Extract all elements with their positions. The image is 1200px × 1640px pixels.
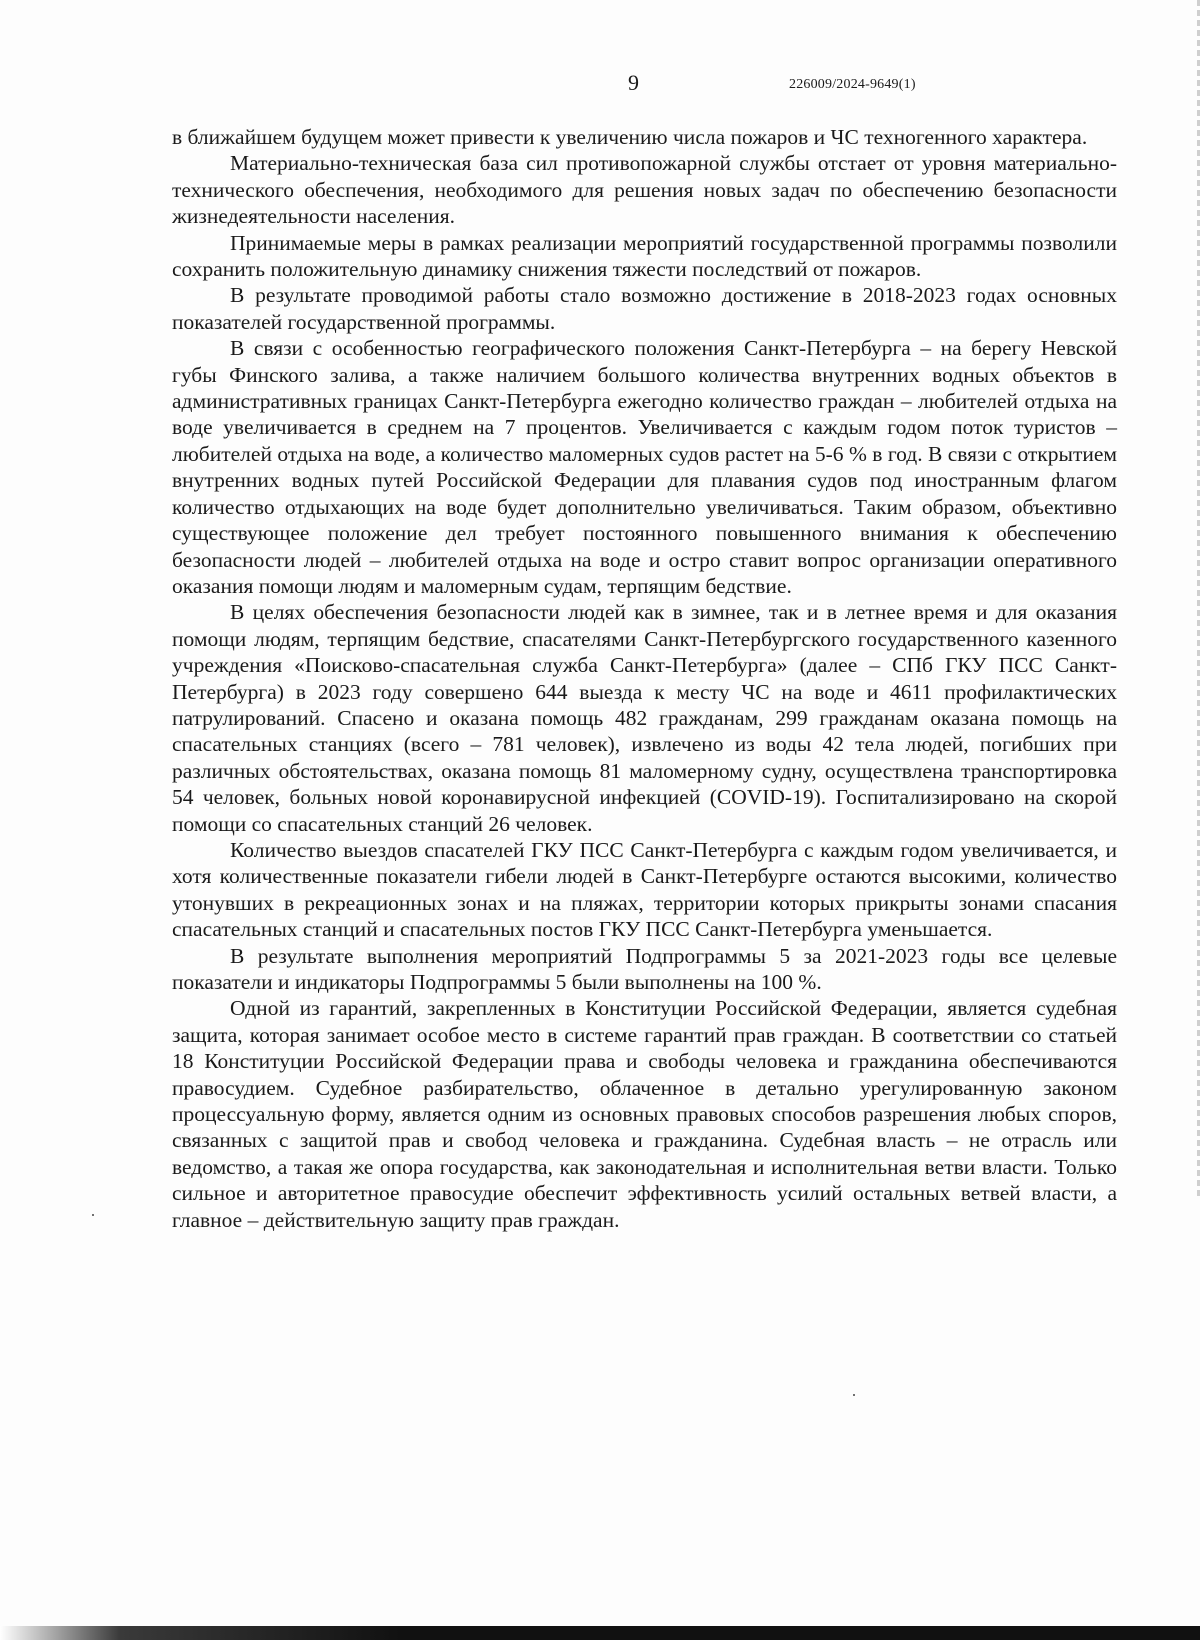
scan-bottom-edge: [0, 1626, 1200, 1640]
paragraph-9: Одной из гарантий, закрепленных в Конституции Российской Федерации, является судебная защита, которая занимает особое место в системе гарантий прав граждан. В соответствии со статьей 18 Конституции Российской Федерации права и свободы человека и гражданина обеспечиваются правосудием. Судебное разбирательство, облаченное в детально урегулированную законом процессуальную форму, является одним из основных правовых способов разрешения любых споров, связанных с защитой прав и свобод человека и гражданина. Судебная власть – не отрасль или ведомство, а такая же опора государства, как законодательная и исполнительная ветви власти. Только сильное и авторитетное правосудие обеспечит эффективность усилий остальных ветвей власти, а главное – действительную защиту прав граждан.: [172, 996, 1117, 1232]
paragraph-1: в ближайшем будущем может привести к увеличению числа пожаров и ЧС техногенного характера.: [172, 125, 1088, 149]
scan-speck: [92, 1214, 94, 1216]
paragraph-5: В связи с особенностью географического положения Санкт-Петербурга – на берегу Невской губы Финского залива, а также наличием большого количества внутренних водных объектов в административных границах Санкт-Петербурга ежегодно количество граждан – любителей отдыха на воде увеличивается в среднем на 7 процентов. Увеличивается с каждым годом поток туристов – любителей отдыха на воде, а количество маломерных судов растет на 5-6 % в год. В связи с открытием внутренних водных путей Российской Федерации для плавания судов под иностранным флагом количество отдыхающих на воде будет дополнительно увеличиваться. Таким образом, объективно существующее положение дел требует постоянного повышенного внимания к обеспечению безопасности людей – любителей отдыха на воде и остро ставит вопрос организации оперативного оказания помощи людям и маломерным судам, терпящим бедствие.: [172, 336, 1117, 598]
paragraph-8: В результате выполнения мероприятий Подпрограммы 5 за 2021-2023 годы все целевые показатели и индикаторы Подпрограммы 5 были выполнены на 100 %.: [172, 943, 1117, 994]
paragraph-2: Материально-техническая база сил противопожарной службы отстает от уровня материально-технического обеспечения, необходимого для решения новых задач по обеспечению безопасности жизнедеятельности населения.: [172, 151, 1117, 229]
page-number: 9: [628, 70, 639, 95]
paragraph-7: Количество выездов спасателей ГКУ ПСС Санкт-Петербурга с каждым годом увеличивается, и хотя количественные показатели гибели людей в Санкт-Петербурге остаются высокими, количество утонувших в рекреационных зонах и на пляжах, территории которых прикрыты зонами спасания спасательных станций и спасательных постов ГКУ ПСС Санкт-Петербурга уменьшается.: [172, 837, 1117, 942]
paragraph-3: Принимаемые меры в рамках реализации мероприятий государственной программы позволили сохранить положительную динамику снижения тяжести последствий от пожаров.: [172, 230, 1117, 282]
document-id: 226009/2024-9649(1): [789, 77, 916, 92]
scan-speck: [853, 1394, 855, 1396]
paragraph-6: В целях обеспечения безопасности людей как в зимнее, так и в летнее время и для оказания помощи людям, терпящим бедствие, спасателями Санкт-Петербургского государственного казенного учреждения «Поисково-спасательная служба Санкт-Петербурга» (далее – СПб ГКУ ПСС Санкт-Петербурга) в 2023 году совершено 644 выезда к месту ЧС на воде и 4611 профилактических патрулирований. Спасено и оказана помощь 482 гражданам, 299 гражданам оказана помощь на спасательных станциях (всего – 781 человек), извлечено из воды 42 тела людей, погибших при различных обстоятельствах, оказана помощь 81 маломерному судну, осуществлена транспортировка 54 человек, больных новой коронавирусной инфекцией (COVID-19). Госпитализировано на скорой помощи со спасательных станций 26 человек.: [172, 600, 1117, 836]
document-body: [172, 124, 1117, 1233]
paragraph-4: В результате проводимой работы стало возможно достижение в 2018-2023 годах основных показателей государственной программы.: [172, 283, 1117, 334]
